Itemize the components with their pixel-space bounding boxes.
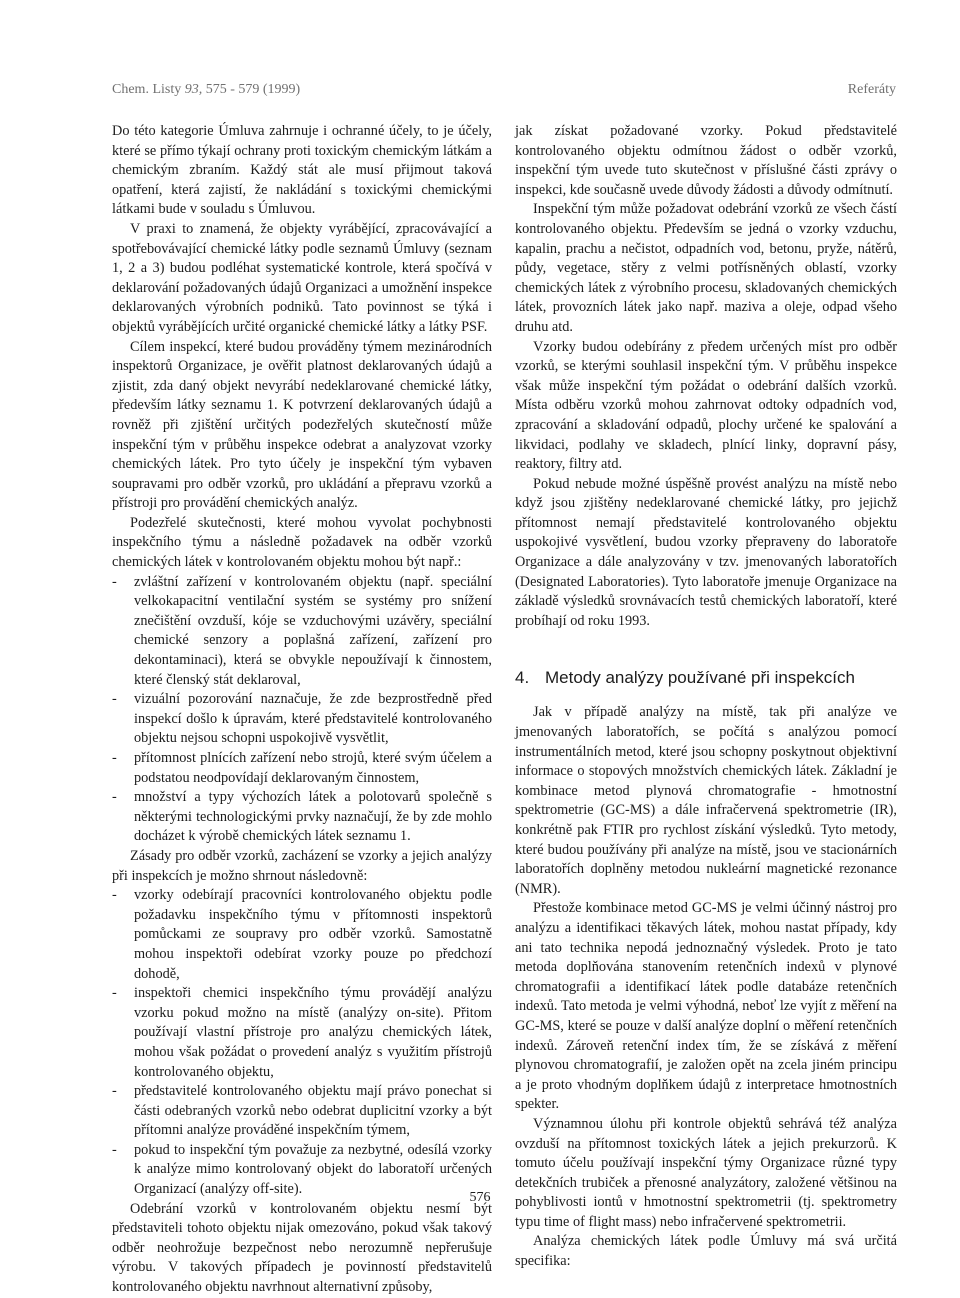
list-item: - přítomnost plnících zařízení nebo strojů, které svým účelem a podstatou neodpovídají deklarovaným činnostem, bbox=[112, 750, 492, 786]
journal-citation bbox=[112, 82, 300, 98]
list-item: - vzorky odebírají pracovníci kontrolovaného objektu podle požadavku inspekčního týmu v přítomnosti inspektorů pomůckami ze soupravy pro odběr vzorků. Samostatně mohou inspektoři odebírat vzorky pouze po předchozí dohodě, bbox=[112, 887, 492, 982]
paragraph: Významnou úlohu při kontrole objektů sehrává též analýza ovzduší na přítomnost toxických látek a jejich prekurzorů. K tomuto účelu používají inspekční týmy Organizace různé typy detekčních trubiček a přenosné analyzátory, založené většinou na pohyblivosti iontů v hmotnostní spektrometrii (tj. spektrometry typu time of flight mass) nebo infračervené spektrometrii. bbox=[515, 1115, 897, 1230]
journal-name: Chem. Listy bbox=[112, 82, 182, 97]
list-item-text: množství a typy výchozích látek a polotovarů společně s některými technologickými prvky naznačují, že by zde mohlo docházet k výrobě chemických látek seznamu 1. bbox=[134, 789, 492, 845]
list-item: - představitelé kontrolovaného objektu mají právo ponechat si části odebraných vzorků nebo odebrat duplicitní vzorky a být přítomni analýze prováděné inspekčním týmem, bbox=[112, 1083, 492, 1139]
paragraph: jak získat požadované vzorky. Pokud představitelé kontrolovaného objektu odmítnou žádost o odběr vzorků, inspekční tým uvede tuto skutečnost v příslušné části zprávy o inspekci, kde současně uvede důvody žádosti a důvody odmítnutí. bbox=[515, 123, 897, 198]
paragraph: Cílem inspekcí, které budou prováděny týmem mezinárodních inspektorů Organizace, je ověřit platnost deklarovaných údajů a zjistit, zda daný objekt nevyrábí nedeklarované chemické látky, především látky seznamu 1. K potvrzení deklarovaných údajů a rovněž při zjištění určitých podezřelých skutečností může inspekční tým v průběhu inspekce odebrat a analyzovat vzorky chemických látek. Pro tyto účely je inspekční tým vybaven soupravami pro odběr vzorků, pro ukládání a přepravu vzorků a přístroji pro provádění chemických analýz. bbox=[112, 338, 492, 512]
list-item-text: pokud to inspekční tým považuje za nezbytné, odesílá vzorky k analýze mimo kontrolovaný objekt do laboratoří určených Organizací (analýzy off-site). bbox=[134, 1141, 492, 1198]
list-item: - inspektoři chemici inspekčního týmu provádějí analýzu vzorku pokud možno na místě (analýzy on-site). Přitom používají vlastní přístroje pro analýzu chemických látek, mohou však požádat o provedení analýz s využitím přístrojů kontrolovaného objektu, bbox=[112, 985, 492, 1080]
right-column bbox=[515, 122, 897, 1272]
list-item-text: zvláštní zařízení v kontrolovaném objektu (např. speciální velkokapacitní ventilační systém se systémy pro snížení znečištění ovzduší, kóje se vzduchovými uzávěry, speciální chemické senzory a poplašná zařízení, zařízení pro dekontaminaci), která se obvykle nepoužívají k činnostem, které členský stát deklaroval, bbox=[134, 573, 492, 688]
running-header bbox=[112, 82, 896, 100]
paragraph: Jak v případě analýzy na místě, tak při analýze ve jmenovaných laboratořích, se počítá s analýzou pomocí instrumentálních metod, které jsou schopny poskytnout objektivní informace o stopových množstvích chemických látek. Základní je kombinace metod plynová chromatografie - hmotnostní spektrometrie (GC-MS) a dále infračervená spektrometrie (IR), konkrétně pak FTIR pro rychlost získání výsledků. Tyto metody, které budou používány při analýze na místě, jsou ve stacionárních laboratořích doplněny metodou nukleární magnetické rezonance (NMR). bbox=[515, 704, 897, 897]
list-item-text: vzorky odebírají pracovníci kontrolovaného objektu podle požadavku inspekčního týmu v přítomnosti inspektorů pomůckami ze soupravy pro odběr vzorků. Samostatně mohou inspektoři odebírat vzorky pouze po předchozí dohodě, bbox=[134, 887, 492, 982]
paragraph: V praxi to znamená, že objekty vyrábějící, zpracovávající a spotřebovávající chemické látky podle seznamů Úmluvy (seznam 1, 2 a 3) budou podléhat systematické kontrole, která spočívá v deklarování požadovaných údajů Organizaci a umožnění inspekce deklarovaných výrobních podniků. Tato povinnost se týká i objektů vyrábějících určité organické chemické látky a látky PSF. bbox=[112, 220, 492, 335]
left-column bbox=[112, 122, 492, 1298]
paragraph: Pokud nebude možné úspěšně provést analýzu na místě nebo když jsou zjištěny nedeklarované chemické látky, pro jejichž přítomnost nemají představitelé kontrolovaného objektu uspokojivé vysvětlení, budou vzorky přepraveny do laboratoře Organizace a dále analyzovány v tzv. jmenovaných laboratořích (Designated Laboratories). Tyto laboratoře jmenuje Organizace na základě výsledků srovnávacích testů chemických laboratoří, které probíhají od roku 1993. bbox=[515, 475, 897, 629]
list-item-text: inspektoři chemici inspekčního týmu provádějí analýzu vzorku pokud možno na místě (analýzy on-site). Přitom používají vlastní přístroje pro analýzu chemických látek, mohou však požádat o provedení analýz s využitím přístrojů kontrolovaného objektu, bbox=[134, 985, 492, 1080]
journal-volume: 93, bbox=[184, 82, 203, 97]
journal-pages: 575 - 579 (1999) bbox=[205, 82, 301, 97]
list-item: - zvláštní zařízení v kontrolovaném objektu (např. speciální velkokapacitní ventilační systém se systémy pro snížení znečištění ovzduší, kóje se vzduchovými uzávěry, speciální chemické senzory a poplašná zařízení, zařízení pro dekontaminaci), která se obvykle nepoužívají k činnostem, které členský stát deklaroval, bbox=[112, 573, 492, 688]
paragraph: Zásady pro odběr vzorků, zacházení se vzorky a jejich analýzy při inspekcích je možno shrnout následovně: bbox=[112, 847, 492, 884]
section-number: 4. bbox=[515, 668, 530, 688]
paragraph: Odebrání vzorků v kontrolovaném objektu nesmí být představiteli tohoto objektu nijak omezováno, pokud však takový odběr neohrožuje bezpečnost nebo nerozumně nepřerušuje výrobu. V takových případech je povinností představitelů kontrolovaného objektu navrhnout alternativní způsoby, bbox=[112, 1200, 492, 1296]
section-heading bbox=[515, 667, 897, 689]
paragraph: Analýza chemických látek podle Úmluvy má svá určitá specifika: bbox=[515, 1233, 897, 1270]
list-item: - vizuální pozorování naznačuje, že zde bezprostředně před inspekcí došlo k úpravám, které představitelé kontrolovaného objektu nejsou schopni uspokojivě vysvětlit, bbox=[112, 691, 492, 747]
section-title: Metody analýzy používané při inspekcích bbox=[545, 668, 855, 688]
list-item: - pokud to inspekční tým považuje za nezbytné, odesílá vzorky k analýze mimo kontrolovaný objekt do laboratoří určených Organizací (analýzy off-site). bbox=[112, 1141, 492, 1198]
paragraph: Do této kategorie Úmluva zahrnuje i ochranné účely, to je účely, které se přímo týkají ochrany proti toxickým chemickým látkám a chemickým zbraním. Každý stát ale musí přijmout taková opatření, která zajistí, že nakládání s toxickými chemickými látkami bude v souladu s Úmluvou. bbox=[112, 123, 492, 218]
paragraph: Podezřelé skutečnosti, které mohou vyvolat pochybnosti inspekčního týmu a následně požadavek na odběr vzorků chemických látek v kontrolovaném objektu mohou být např.: bbox=[112, 514, 492, 571]
paragraph: Přestože kombinace metod GC-MS je velmi účinný nástroj pro analýzu a identifikaci těkavých látek, mohou nastat případy, kdy ani tato technika nepodá jednoznačný výsledek. Proto je tato metoda doplňována stanovením retenčních indexů v plynové chromatografii a identifikací látek podle databáze retenčních indexů. Tato metoda je velmi výhodná, neboť lze vyjít z měření na GC-MS, které se pouze v další analýze doplní o měření retenčních indexů. Zároveň retenční index tím, že se získává z měření plynovou chromatografií, je založen opět na zcela jiném principu a je proto vhodným doplňkem údajů z interpretace hmotnostních spekter. bbox=[515, 900, 897, 1113]
section-label: Referáty bbox=[847, 82, 896, 97]
paragraph: Vzorky budou odebírány z předem určených míst pro odběr vzorků, se kterými souhlasil inspekční tým. V průběhu inspekce však může inspekční tým požádat o odebrání dalších vzorků. Místa odběru vzorků mohou zahrnovat odtoky odpadních vod, zpracování a skladování odpadů, plochy určené ke spalování a likvidaci, podlahy ve skladech, plnící linky, dopravní pásy, reaktory, filtry atd. bbox=[515, 338, 897, 473]
list-item-text: přítomnost plnících zařízení nebo strojů, které svým účelem a podstatou neodpovídají deklarovaným činnostem, bbox=[134, 750, 492, 786]
list-item-text: představitelé kontrolovaného objektu mají právo ponechat si části odebraných vzorků nebo odebrat duplicitní vzorky a být přítomni analýze prováděné inspekčním týmem, bbox=[134, 1083, 492, 1139]
page-number: 576 bbox=[469, 1190, 491, 1205]
list-item-text: vizuální pozorování naznačuje, že zde bezprostředně před inspekcí došlo k úpravám, které představitelé kontrolovaného objektu nejsou schopni uspokojivě vysvětlit, bbox=[134, 691, 492, 747]
paragraph: Inspekční tým může požadovat odebrání vzorků ze všech částí kontrolovaného objektu. Především se jedná o vzorky vzduchu, kapalin, prachu a nečistot, odpadních vod, betonu, pryže, nátěrů, půdy, vegetace, stěry z velmi potřísněných oblastí, vzorky chemických látek z výrobního procesu, skladovaných chemických látek, provozních látek jako např. maziva a oleje, odpad všeho druhu atd. bbox=[515, 201, 897, 335]
list-item: - množství a typy výchozích látek a polotovarů společně s některými technologickými prvky naznačují, že by zde mohlo docházet k výrobě chemických látek seznamu 1. bbox=[112, 789, 492, 845]
